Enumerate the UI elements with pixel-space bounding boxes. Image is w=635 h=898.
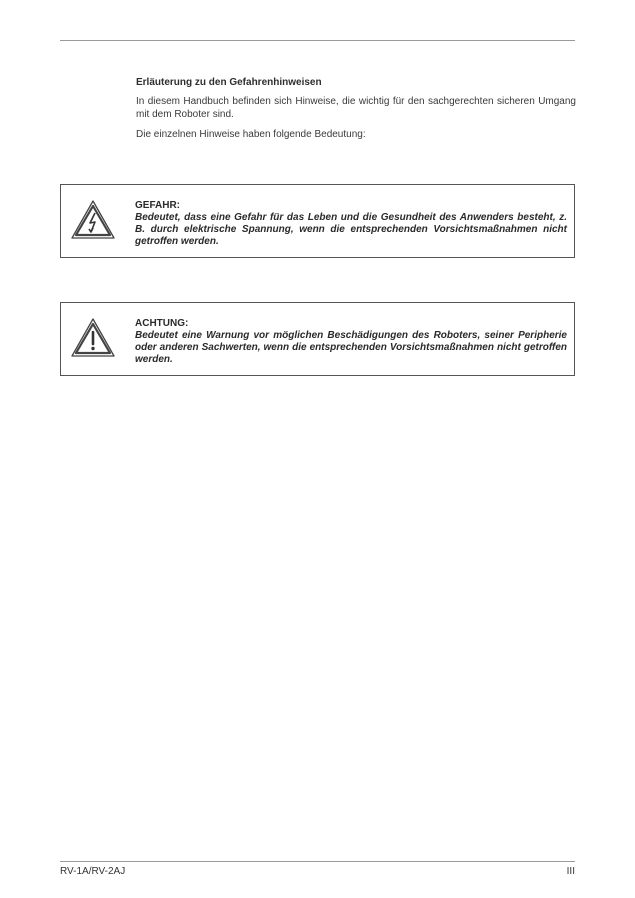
caution-notice-text: [135, 318, 567, 366]
electric-hazard-icon: [70, 199, 116, 241]
danger-notice-body: Bedeutet, dass eine Gefahr für das Leben und die Gesundheit des Anwenders besteht, z. B. durch elektrische Spannung, wenn die entsprechenden Vorsichtsmaßnahmen nicht getroffen werden.: [135, 212, 567, 247]
footer-rule: [60, 861, 575, 862]
caution-notice-body: Bedeutet eine Warnung vor möglichen Beschädigungen des Roboters, seiner Peripherie oder anderen Sachwerten, wenn die entsprechenden Vorsichtsmaßnahmen nicht getroffen werden.: [135, 330, 567, 365]
caution-notice-box: [60, 302, 575, 376]
caution-notice-title: ACHTUNG:: [135, 318, 189, 329]
page-number: III: [566, 866, 575, 877]
warning-exclamation-icon: [70, 317, 116, 359]
intro-paragraph: In diesem Handbuch befinden sich Hinweise, die wichtig für den sachgerechten sicheren Umgang mit dem Roboter sind.: [136, 96, 576, 120]
danger-notice-title: GEFAHR:: [135, 200, 180, 211]
footer-model: RV-1A/RV-2AJ: [60, 866, 126, 877]
intro-paragraph: Die einzelnen Hinweise haben folgende Bedeutung:: [136, 129, 366, 140]
danger-notice-box: [60, 184, 575, 258]
section-heading: Erläuterung zu den Gefahrenhinweisen: [136, 77, 322, 88]
danger-notice-text: [135, 200, 567, 248]
intro-section: [136, 76, 576, 148]
header-rule: [60, 40, 575, 41]
